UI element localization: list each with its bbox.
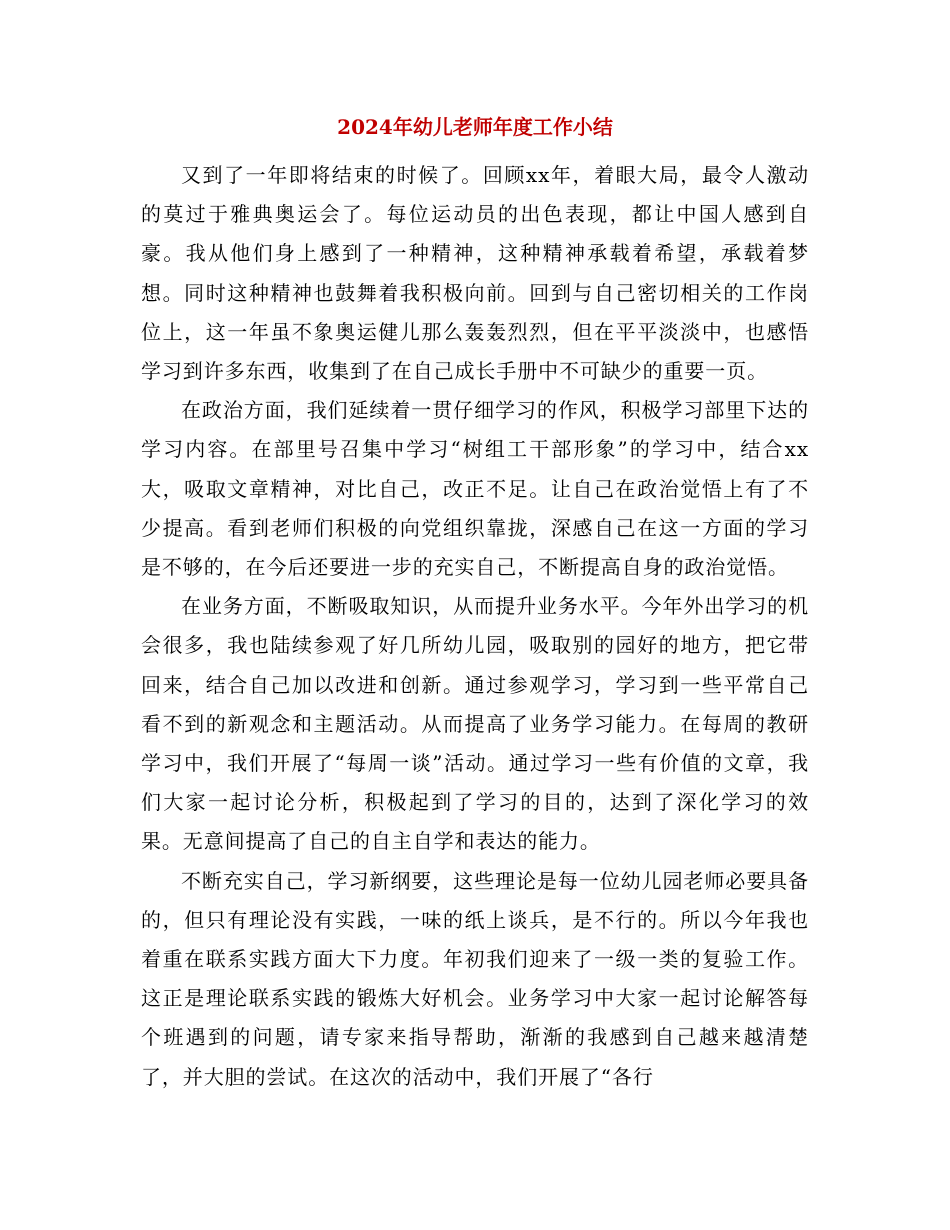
paragraph-theory-practice: 不断充实自己，学习新纲要，这些理论是每一位幼儿园老师必要具备的，但只有理论没有实践，一味的纸上谈兵，是不行的。所以今年我也着重在联系实践方面大下力度。年初我们迎来了一级一类的复验工作。这正是理论联系实践的锻炼大好机会。业务学习中大家一起讨论解答每个班遇到的问题，请专家来指导帮助，渐渐的我感到自己越来越清楚了，并大胆的尝试。在这次的活动中，我们开展了“各行	[141, 868, 809, 1089]
paragraph-professional-learning: 在业务方面，不断吸取知识，从而提升业务水平。今年外出学习的机会很多，我也陆续参观了好几所幼儿园，吸取别的园好的地方，把它带回来，结合自己加以改进和创新。通过参观学习，学习到一些平常自己看不到的新观念和主题活动。从而提高了业务学习能力。在每周的教研学习中，我们开展了“每周一谈”活动。通过学习一些有价值的文章，我们大家一起讨论分析，积极起到了学习的目的，达到了深化学习的效果。无意间提高了自己的自主自学和表达的能力。	[141, 594, 809, 854]
paragraph-political-study: 在政治方面，我们延续着一贯仔细学习的作风，积极学习部里下达的学习内容。在部里号召集中学习“树组工干部形象”的学习中，结合xx大，吸取文章精神，对比自己，改正不足。让自己在政治觉悟上有了不少提高。看到老师们积极的向党组织靠拢，深感自己在这一方面的学习是不够的，在今后还要进一步的充实自己，不断提高自身的政治觉悟。	[141, 398, 809, 580]
paragraph-olympics-reflection: 又到了一年即将结束的时候了。回顾xx年，着眼大局，最令人激动的莫过于雅典奥运会了。每位运动员的出色表现，都让中国人感到自豪。我从他们身上感到了一种精神，这种精神承载着希望，承载着梦想。同时这种精神也鼓舞着我积极向前。回到与自己密切相关的工作岗位上，这一年虽不象奥运健儿那么轰轰烈烈，但在平平淡淡中，也感悟学习到许多东西，收集到了在自己成长手册中不可缺少的重要一页。	[141, 163, 809, 384]
document-title: 2024年幼儿老师年度工作小结	[337, 115, 613, 139]
document-body	[141, 156, 809, 1097]
